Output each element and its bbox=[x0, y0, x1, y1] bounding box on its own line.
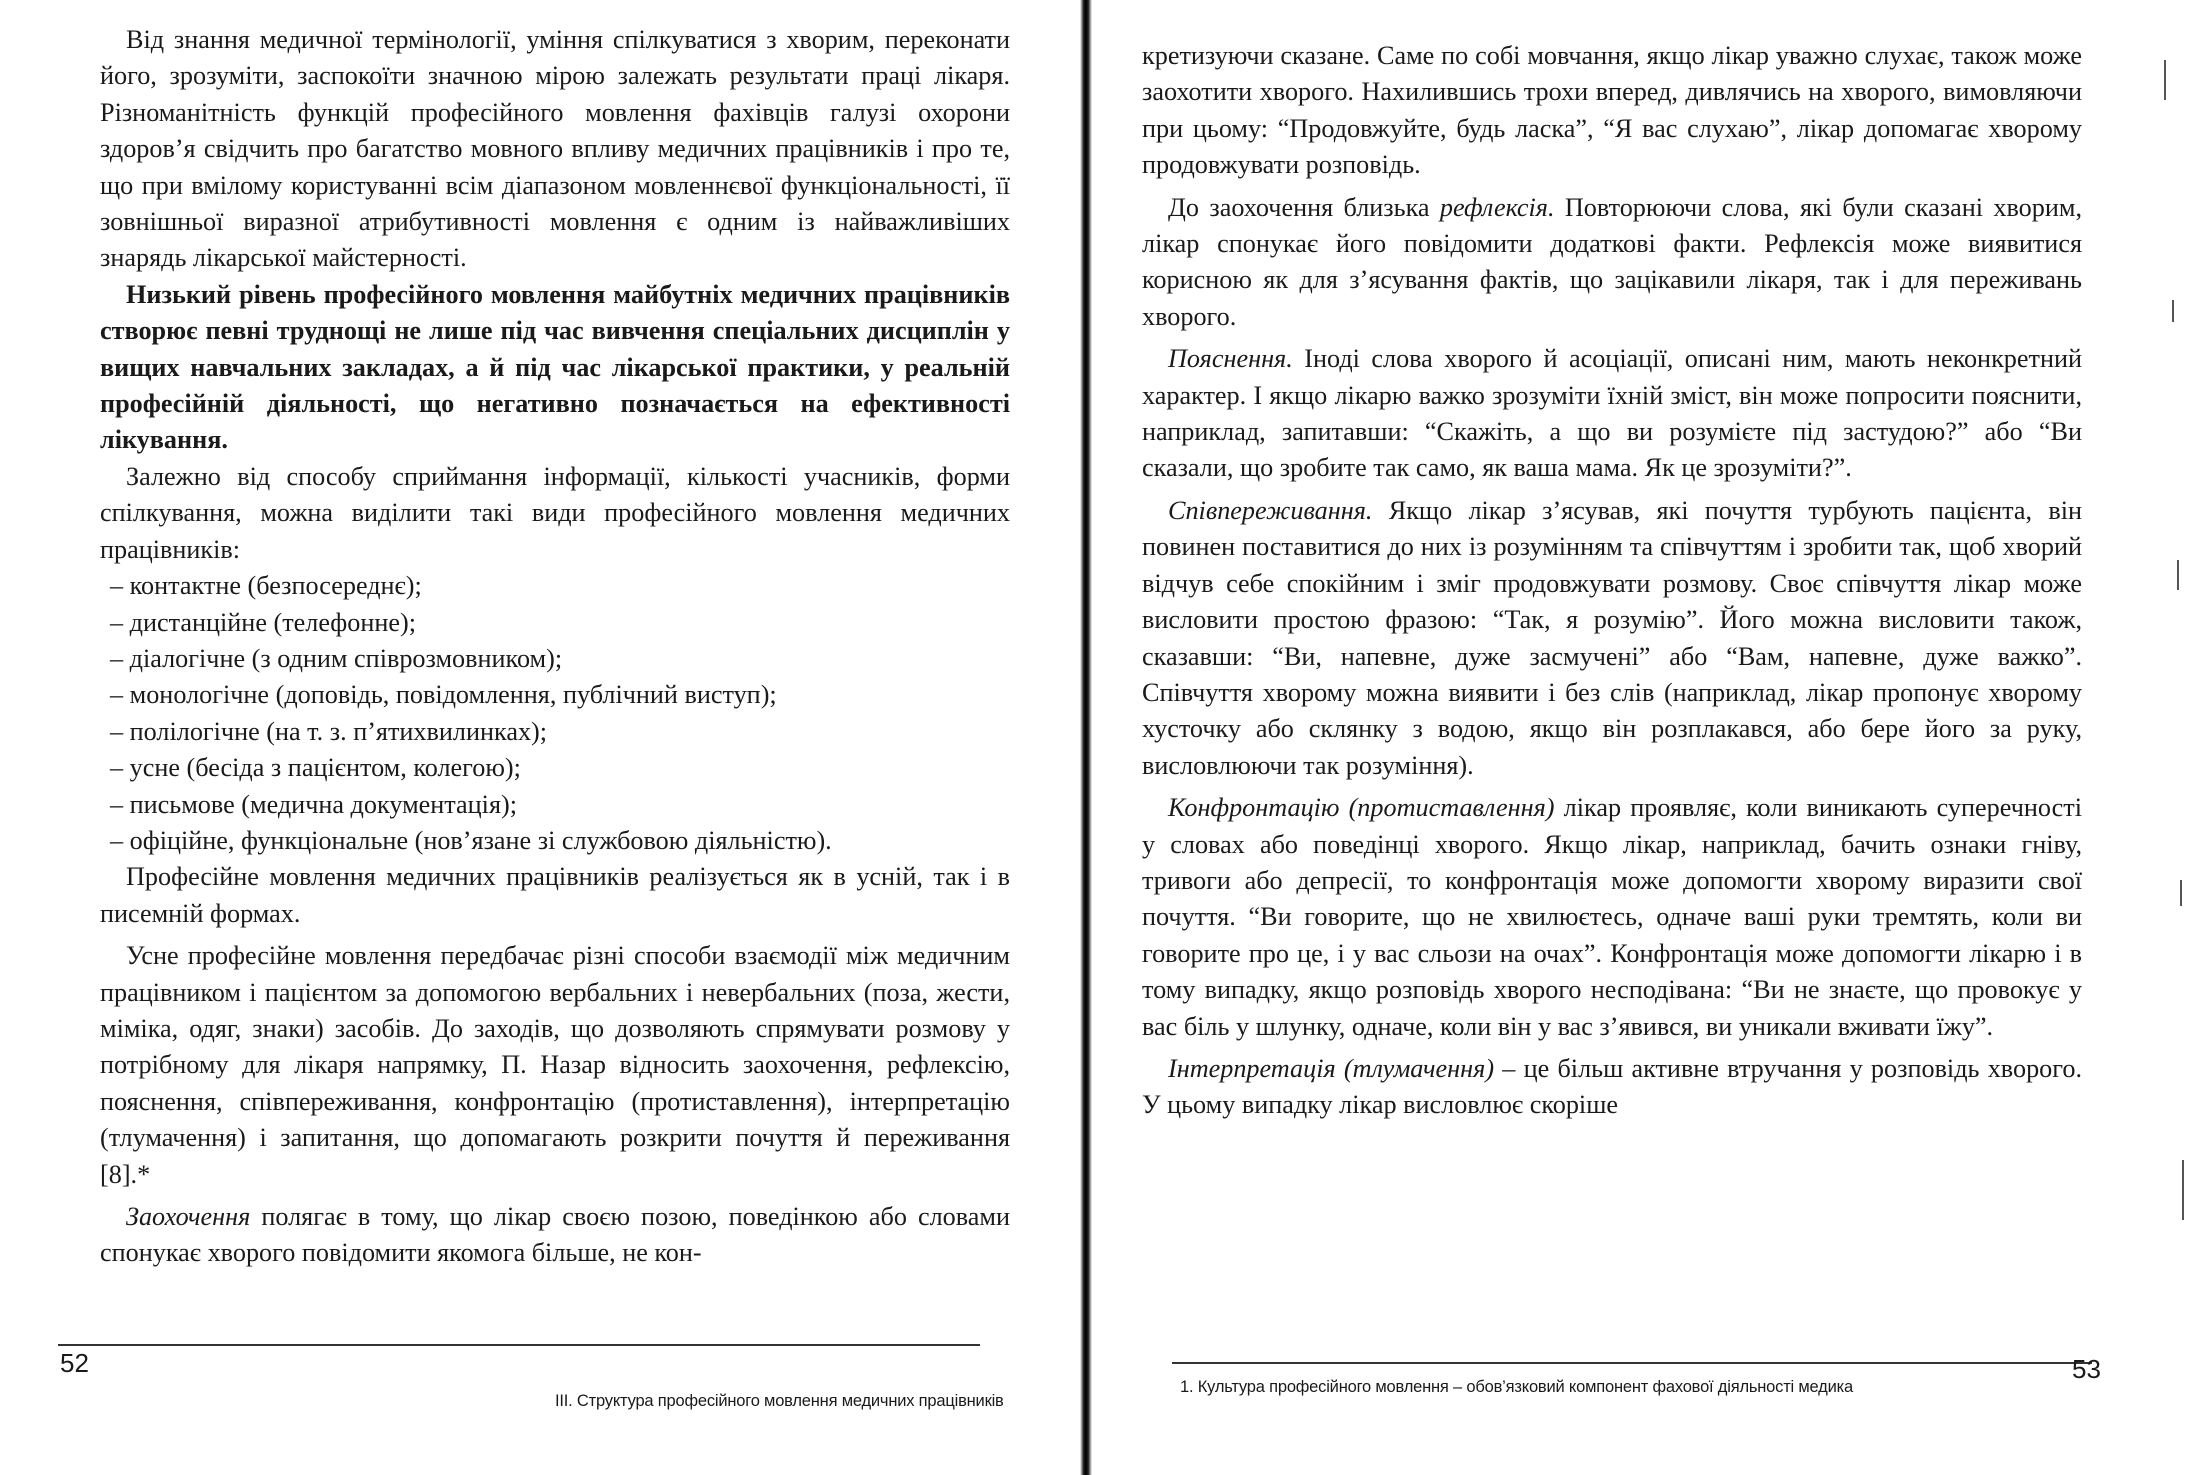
paragraph: Професійне мовлення медичних працівників реалізується як в усній, так і в писемній формах. bbox=[100, 862, 1010, 928]
paragraph-text: Якщо лікар з’ясував, які почуття турбують пацієнта, він повинен поставитися до них із розумінням та співчуттям і зробити так, щоб хворий відчув себе спокійним і зміг продовжувати розмову. Своє співчуття лікар може висловити простою фразою: “Так, я розумію”. Його можна висловити також, сказавши: “Ви, напевне, дуже засмучені” або “Вам, напевне, дуже важко”. Співчуття хворому можна виявити і без слів (наприклад, лікар пропонує хворому хусточку або склянку з водою, якщо він розплакався, або бере його за руку, висловлюючи так розуміння). bbox=[1142, 495, 2082, 780]
list-item: – усне (бесіда з пацієнтом, колегою); bbox=[110, 753, 521, 783]
paragraph bbox=[1142, 341, 2082, 487]
scan-edge-mark bbox=[2180, 880, 2182, 906]
list-item: – монологічне (доповідь, повідомлення, публічний виступ); bbox=[110, 680, 777, 710]
paragraph-prefix: До заохочення близька bbox=[1168, 192, 1440, 222]
scan-edge-mark bbox=[2177, 560, 2179, 590]
footer-rule bbox=[58, 1344, 980, 1346]
scan-edge-mark bbox=[2182, 1160, 2184, 1220]
paragraph-text: полягає в тому, що лікар своєю позою, поведінкою або словами спонукає хворого повідомити якомога більше, не кон- bbox=[100, 1202, 1010, 1268]
paragraph-text: – це більш активне втручання у розповідь хворого. У цьому випадку лікар висловлює скоріше bbox=[1142, 1053, 2082, 1120]
paragraph: Залежно від способу сприймання інформації, кількості учасників, форми спілкування, можна виділити такі види професійного мовлення медичних працівників: bbox=[100, 461, 1010, 564]
paragraph: Від знання медичної термінології, уміння спілкуватися з хворим, переконати його, зрозуміти, заспокоїти значною мірою залежать результати праці лікаря. Різноманітність функцій професійного мовлення фахівців галузі охорони здоров’я свідчить про багатство мовного впливу медичних працівників і про те, що при вмілому користуванні всім діапазоном мовленнєвої функціональності, її зовнішньої виразної атрибутивності мовлення є одним із найважливіших знарядь лікарської майстерності. bbox=[100, 25, 1010, 273]
book-spine bbox=[1080, 0, 1092, 1475]
types-list bbox=[100, 568, 1010, 859]
term: рефлексія. bbox=[1439, 192, 1555, 222]
list-item: – письмове (медична документація); bbox=[110, 789, 517, 819]
paragraph bbox=[100, 1199, 1010, 1272]
right-page-text bbox=[1142, 38, 2082, 1124]
page-number: 52 bbox=[60, 1348, 89, 1378]
list-item: – дистанційне (телефонне); bbox=[110, 607, 417, 637]
paragraph-text: Повторюючи слова, які були сказані хворим, лікар спонукає його повідомити додаткові факти. Рефлексія може виявитися корисною як для з’ясування фактів, що зацікавили лікаря, так і для переживань хворого. bbox=[1142, 192, 2082, 331]
list-item: – офіційне, функціональне (нов’язане зі службовою діяльністю). bbox=[110, 825, 832, 855]
page-number: 53 bbox=[2072, 1354, 2101, 1384]
footer-rule bbox=[1172, 1362, 2092, 1364]
term: Пояснення. bbox=[1168, 344, 1293, 374]
scan-edge-mark bbox=[2164, 60, 2166, 100]
term: Заохочення bbox=[126, 1202, 251, 1231]
paragraph bbox=[1142, 1051, 2082, 1124]
paragraph bbox=[1142, 190, 2082, 336]
right-page bbox=[1092, 0, 2191, 1475]
paragraph-text: Іноді слова хворого й асоціації, описані ним, мають неконкретний характер. І якщо лікарю важко зрозуміти їхній зміст, він може попросити пояснити, наприклад, запитавши: “Скажіть, а що ви розумієте під застудою?” або “Ви сказали, що зробите так само, як ваша мама. Як це зрозуміти?”. bbox=[1142, 344, 2082, 483]
scan-edge-mark bbox=[2172, 300, 2174, 322]
paragraph bbox=[1142, 493, 2082, 784]
left-page bbox=[0, 0, 1080, 1475]
paragraph: кретизуючи сказане. Саме по собі мовчання, якщо лікар уважно слухає, також може заохотити хворого. Нахилившись трохи вперед, дивлячись на хворого, вимовляючи при цьому: “Продовжуйте, будь ласка”, “Я вас слухаю”, лікар допомагає хворому продовжувати розповідь. bbox=[1142, 41, 2082, 180]
term: Інтерпретація (тлумачення) bbox=[1168, 1053, 1495, 1083]
running-head: 1. Культура професійного мовлення – обов’язковий компонент фахової діяльності медика bbox=[1180, 1378, 1853, 1396]
paragraph-text: лікар проявляє, коли виникають суперечності у словах або поведінці хворого. Якщо лікар, наприклад, бачить ознаки гніву, тривоги або депресії, то конфронтація може допомогти хворому виразити свої почуття. “Ви говорите, що не хвилюєтесь, одначе ваші руки тремтять, коли ви говорите про це, і у вас сльози на очах”. Конфронтація може допомогти лікарю і в тому випадку, якщо розповідь хворого несподівана: “Ви не знаєте, що провокує у вас біль у шлунку, одначе, коли він у вас з’явився, ви уникали вживати їжу”. bbox=[1142, 793, 2083, 1041]
term: Співпереживання. bbox=[1168, 495, 1373, 525]
list-item: – полілогічне (на т. з. п’ятихвилинках); bbox=[110, 716, 548, 746]
paragraph bbox=[1142, 790, 2082, 1045]
list-item: – діалогічне (з одним співрозмовником); bbox=[110, 643, 563, 673]
left-page-text bbox=[100, 22, 1010, 1272]
paragraph: Усне професійне мовлення передбачає різні способи взаємодії між медичним працівником і пацієнтом за допомогою вербальних і невербальних (поза, жести, міміка, одяг, знаки) засобів. До заходів, що дозволяють спрямувати розмову у потрібному для лікаря напрямку, П. Назар відносить заохочення, рефлексію, пояснення, співпереживання, конфронтацію (протиставлення), інтерпретацію (тлумачення) і запитання, що допомагають розкрити почуття й переживання [8].* bbox=[100, 941, 1010, 1189]
bold-paragraph: Низький рівень професійного мовлення майбутніх медичних працівників створює певні труднощі не лише під час вивчення спеціальних дисциплін у вищих навчальних закладах, а й під час лікарської практики, у реальній професійній діяльності, що негативно позначається на ефективності лікування. bbox=[100, 279, 1010, 455]
running-head: ІІІ. Структура професійного мовлення медичних працівників bbox=[555, 1392, 1004, 1410]
term: Конфронтацію (протиставлення) bbox=[1168, 793, 1555, 823]
list-item: – контактне (безпосереднє); bbox=[110, 571, 422, 601]
